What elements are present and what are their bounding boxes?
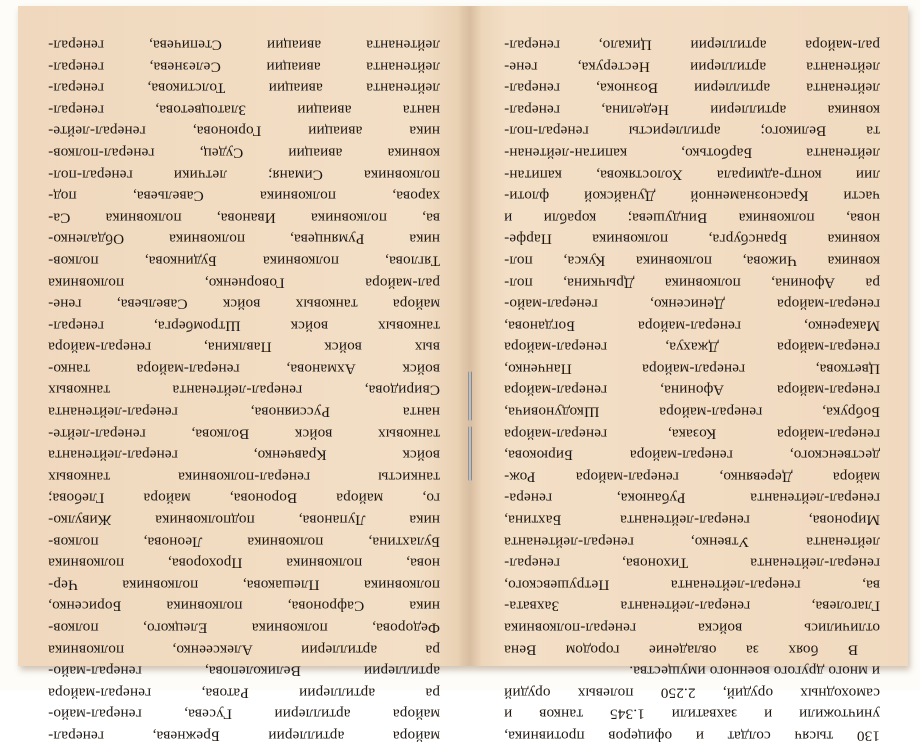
- text-line: полковника Плешакова, полковника Чер-: [48, 576, 440, 594]
- right-page-text: [504, 34, 880, 747]
- text-line: ковника авиации Судец, генерал-полков-: [48, 144, 440, 162]
- text-line: части Краснознаменной Дунайской флоти-: [504, 187, 880, 205]
- text-line: ра артиллерии Алексеенко, полковника: [48, 641, 440, 659]
- text-line: и много другого военного имущества.: [629, 662, 880, 680]
- left-page: [18, 6, 466, 745]
- text-line: танковых войск Волкова, генерал-лейте-: [48, 425, 440, 443]
- text-line: майора Деревянко, генерал-майора Рож-: [504, 468, 880, 486]
- text-line: ника авиации Горюнова, генерал-лейте-: [48, 122, 440, 140]
- text-line: Тяглова, полковника Будинкова, полков-: [48, 252, 440, 270]
- text-line: войск Ахманова, генерал-майора танко-: [48, 360, 440, 378]
- text-line: лии контр-адмирала Холостякова, капитан-: [504, 166, 880, 184]
- text-line: лейтенанта артиллерии Вознюка, генерал-: [504, 79, 880, 97]
- text-line: танкисты генерал-полковника танковых: [48, 468, 440, 486]
- text-line: Миронова, генерал-лейтенанта Бахтина,: [504, 511, 880, 529]
- text-line: генерал-майора Афонина, генерал-майора: [504, 382, 880, 400]
- text-line: та Великого; артиллеристы генерал-пол-: [504, 122, 880, 140]
- text-line: уничтожили и захватили 1.345 танков и: [504, 706, 880, 723]
- text-line: самоходных орудий, 2.250 полевых орудий: [504, 684, 880, 702]
- text-line: рал-майора Говорненко, полковника: [48, 274, 440, 292]
- text-line: лейтенанта авиации Селезнева, генерал-: [48, 58, 440, 76]
- right-page: [470, 6, 908, 745]
- text-line: Макаренко, генерал-майора Богданова,: [504, 317, 880, 335]
- text-line: нова, полковника Виндушева; корабли и: [504, 209, 880, 227]
- text-line: лейтенанта авиации Толстикова, генерал-: [48, 79, 440, 97]
- text-line: ва, генерал-лейтенанта Петрушевского,: [504, 576, 880, 594]
- left-page-text: [48, 34, 440, 747]
- text-line: лейтенанта Барботько, капитан-лейтенан-: [504, 144, 880, 162]
- text-line: ва, полковника Иванова, полковника Са-: [48, 209, 440, 227]
- text-line: нанта авиации Златоцветова, генерал-: [48, 101, 440, 119]
- text-line: ра Афонина, полковника Дрычкина, пол-: [504, 274, 880, 292]
- text-line: лейтенанта Утвенко, генерал-лейтенанта: [504, 533, 880, 551]
- text-line: харова, полковника Савельева, под-: [48, 187, 440, 205]
- text-line: рал-майора артиллерии Цикало, генерал-: [504, 36, 880, 54]
- text-line: отличились войска генерал-полковника: [504, 619, 880, 637]
- text-line: ника Сафронова, полковника Борисенко,: [48, 598, 440, 616]
- text-line: В боях за овладение городом Вена: [504, 641, 858, 659]
- text-line: артиллерии Великолепова, генерал-майо-: [48, 662, 440, 680]
- text-line: генерал-майора Джахуа, генерал-майора: [504, 338, 880, 356]
- text-line: нанта Руссиянова, генерал-лейтенанта: [48, 403, 440, 421]
- text-line: ника Лупанова, подполковника Живулко-: [48, 511, 440, 529]
- text-line: войск Кравченко, генерал-лейтенанта: [48, 446, 440, 464]
- booklet-spread: [18, 6, 908, 745]
- text-line: лейтенанта авиации Степичева, генерал-: [48, 36, 440, 54]
- text-line: генерал-майора Козака, генерал-майора: [504, 425, 880, 443]
- text-line: майора артиллерии Брежнева, генерал-: [48, 727, 440, 745]
- text-line: ковника артиллерии Неделина, генерал-: [504, 101, 880, 119]
- text-line: Цветкова, генерал-майора Панченко,: [504, 360, 880, 378]
- text-line: Свиридова, генерал-лейтенанта танковых: [48, 382, 440, 400]
- text-line: танковых войск Штромберга, генерал-: [48, 317, 440, 335]
- text-line: полковника Симаня; летчики генерал-пол-: [48, 166, 440, 184]
- text-line: Федорова, полковника Елецкого, полков-: [48, 619, 440, 637]
- text-line: ра артиллерии Ратова, генерал-майора: [48, 684, 440, 702]
- text-line: Бобрука, генерал-майора Шкодуновича,: [504, 403, 880, 421]
- text-line: вых войск Павлкина, генерал-майора: [48, 338, 440, 356]
- text-line: ковника Брансбурга, полковника Парфе-: [504, 230, 880, 248]
- text-line: майора танковых войск Савельева, гене-: [48, 295, 440, 313]
- text-line: майора артиллерии Гусева, генерал-майо-: [48, 706, 440, 723]
- text-line: генерал-лейтенанта Тихонова, генерал-: [504, 554, 880, 572]
- text-line: нова, полковника Прохорова, полковника: [48, 554, 440, 572]
- text-line: генерал-майора Денисенко, генерал-майо-: [504, 295, 880, 313]
- text-line: 130 тысяч солдат и офицеров противника,: [504, 727, 880, 745]
- text-line: лейтенанта артиллерии Нестерука, гене-: [504, 58, 880, 76]
- text-line: генерал-лейтенанта Рубанюка, генера-: [504, 490, 880, 508]
- text-line: Булахтина, полковника Леонова, полков-: [48, 533, 440, 551]
- text-line: дественского, генерал-майора Бирюкова,: [504, 446, 880, 464]
- text-line: ника Румянцева, полковника Обдаленко-: [48, 230, 440, 248]
- text-line: ковника Чижова, полковника Кукса, пол-: [504, 252, 880, 270]
- text-line: Глаголева, генерал-лейтенанта Захвата-: [504, 598, 880, 616]
- text-line: го, майора Воронова, майора Глебова;: [48, 490, 440, 508]
